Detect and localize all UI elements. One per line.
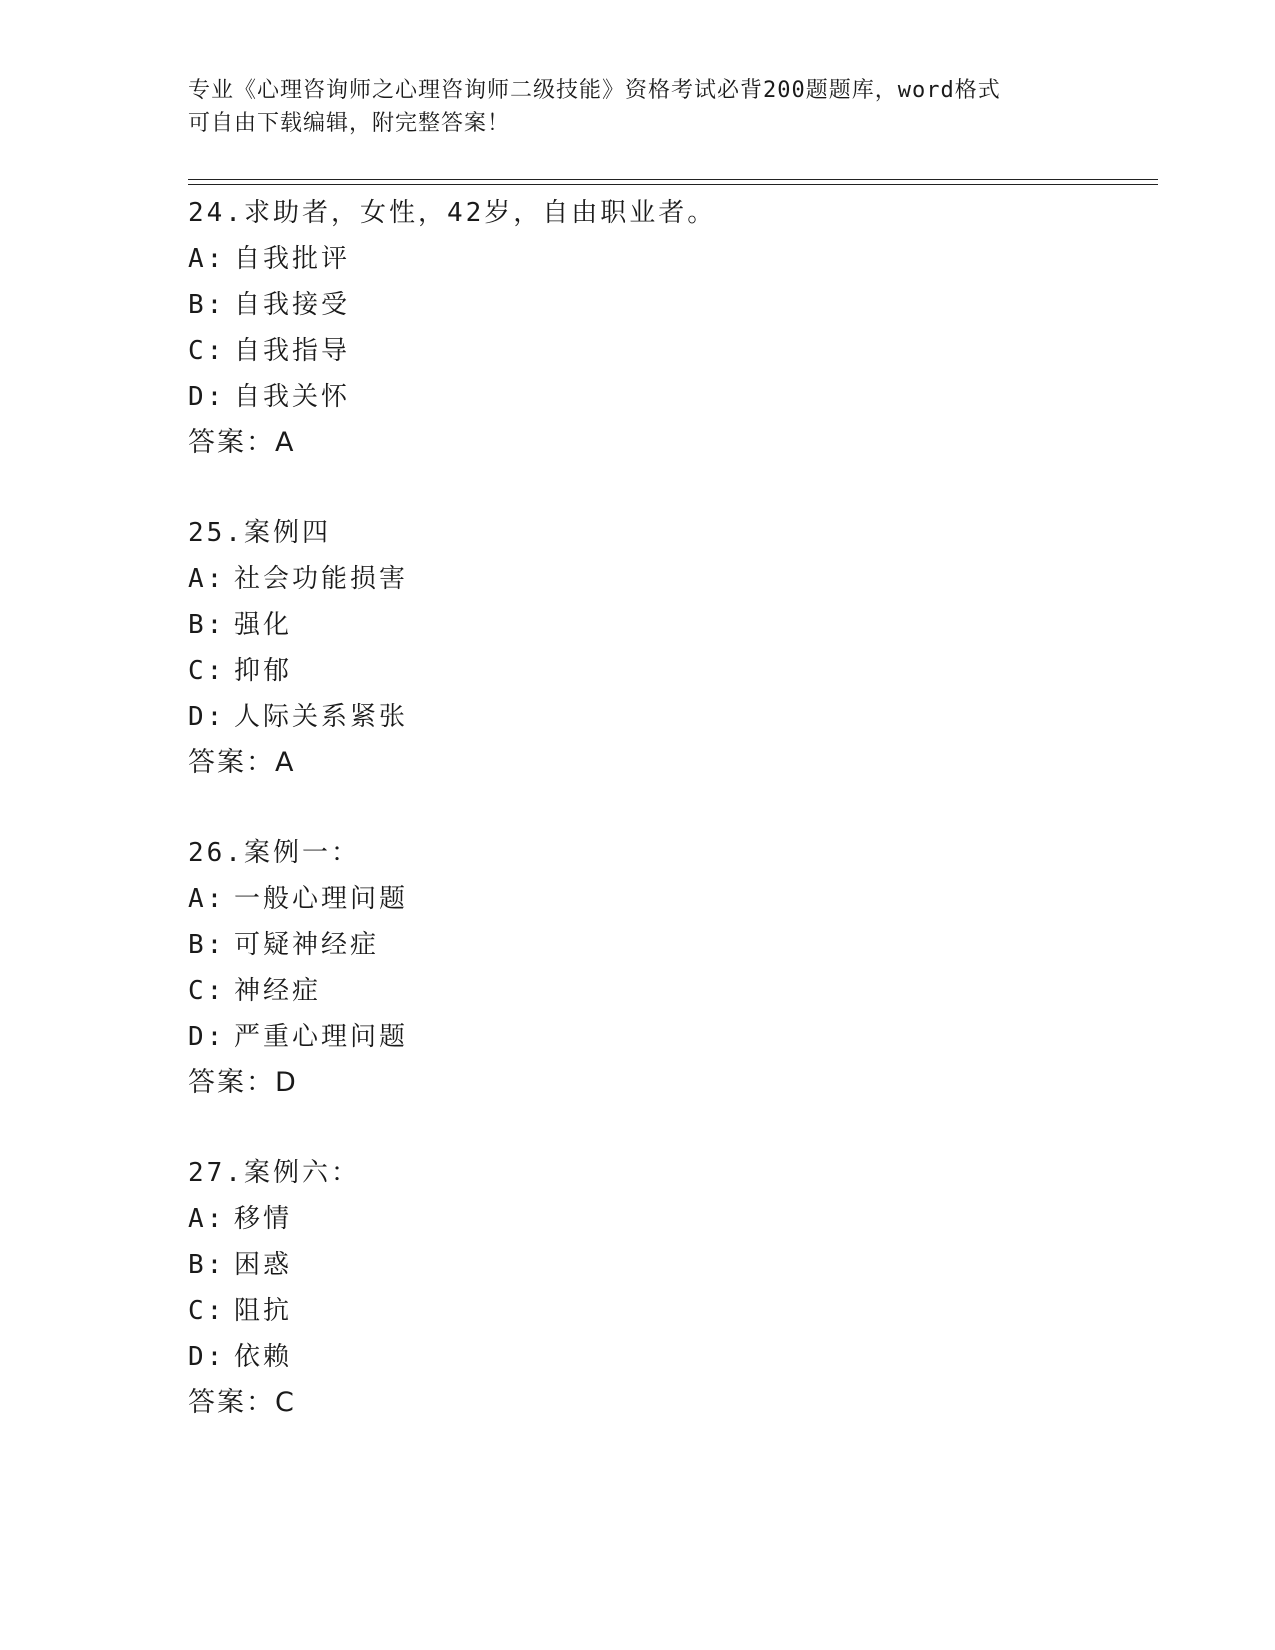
option-letter: A:: [188, 564, 226, 594]
option-letter: D:: [188, 1022, 226, 1052]
question-block-24: [188, 190, 1128, 466]
option-text: 自我关怀: [234, 382, 351, 412]
option-letter: B:: [188, 610, 226, 640]
option-c: [188, 968, 1128, 1014]
option-letter: D:: [188, 382, 226, 412]
question-stem: 26.案例一：: [188, 838, 360, 868]
option-text: 自我接受: [234, 290, 351, 320]
option-a: [188, 876, 1128, 922]
option-letter: B:: [188, 930, 226, 960]
option-text: 人际关系紧张: [234, 702, 409, 732]
option-b: [188, 1242, 1128, 1288]
option-d: [188, 1014, 1128, 1060]
option-letter: C:: [188, 656, 226, 686]
question-stem: 25.案例四: [188, 518, 331, 548]
answer-line: 答案：D: [188, 1067, 298, 1098]
header-divider-top: [188, 179, 1158, 180]
option-letter: B:: [188, 290, 226, 320]
option-text: 自我指导: [234, 336, 351, 366]
option-text: 自我批评: [234, 244, 351, 274]
option-letter: D:: [188, 1342, 226, 1372]
option-text: 抑郁: [234, 656, 293, 686]
option-d: [188, 374, 1128, 420]
option-b: [188, 602, 1128, 648]
option-c: [188, 328, 1128, 374]
header-line-2: 可自由下载编辑，附完整答案！: [188, 111, 511, 136]
answer-line: 答案：C: [188, 1387, 296, 1418]
option-text: 阻抗: [234, 1296, 293, 1326]
option-text: 可疑神经症: [234, 930, 380, 960]
option-text: 困惑: [234, 1250, 293, 1280]
option-letter: C:: [188, 336, 226, 366]
option-d: [188, 1334, 1128, 1380]
option-c: [188, 648, 1128, 694]
option-b: [188, 922, 1128, 968]
question-block-26: [188, 830, 1128, 1106]
option-a: [188, 1196, 1128, 1242]
option-letter: D:: [188, 702, 226, 732]
option-text: 强化: [234, 610, 293, 640]
option-b: [188, 282, 1128, 328]
option-letter: A:: [188, 1204, 226, 1234]
option-text: 社会功能损害: [234, 564, 409, 594]
option-text: 一般心理问题: [234, 884, 409, 914]
option-a: [188, 556, 1128, 602]
option-text: 依赖: [234, 1342, 293, 1372]
option-text: 严重心理问题: [234, 1022, 409, 1052]
option-d: [188, 694, 1128, 740]
question-stem: 24.求助者，女性，42岁，自由职业者。: [188, 198, 717, 228]
question-block-25: [188, 510, 1128, 786]
option-text: 移情: [234, 1204, 293, 1234]
option-c: [188, 1288, 1128, 1334]
answer-line: 答案：A: [188, 747, 296, 778]
option-letter: A:: [188, 884, 226, 914]
answer-line: 答案：A: [188, 427, 296, 458]
option-letter: C:: [188, 976, 226, 1006]
document-header: [188, 74, 1088, 140]
header-divider-bottom: [188, 184, 1158, 185]
question-stem: 27.案例六：: [188, 1158, 360, 1188]
option-a: [188, 236, 1128, 282]
option-letter: A:: [188, 244, 226, 274]
option-letter: C:: [188, 1296, 226, 1326]
header-line-1: 专业《心理咨询师之心理咨询师二级技能》资格考试必背200题题库，word格式: [188, 78, 1001, 103]
question-block-27: [188, 1150, 1128, 1426]
option-text: 神经症: [234, 976, 322, 1006]
option-letter: B:: [188, 1250, 226, 1280]
